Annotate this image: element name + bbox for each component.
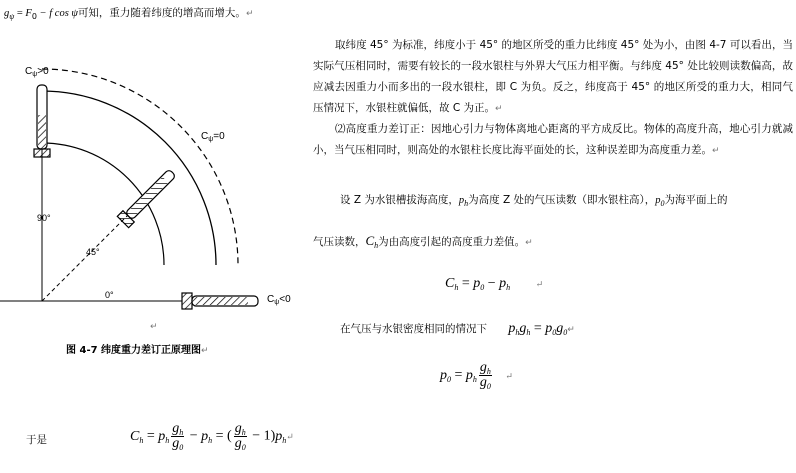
formula-equals: =: [14, 8, 26, 19]
symbol-p0: $p_0$: [655, 195, 665, 208]
paragraph-mark-icon: ↵: [567, 325, 575, 335]
paragraph-latitude-text: 取纬度 45° 为标准，纬度小于 45° 的地区所受的重力比纬度 45° 处为小，由图 4-7 可以看出，当实际气压相同时，需要有较长的一段水银柱与外界大气压力相平衡。与纬度 45° 处比较则读数偏高，故应减去因重力小而多出的一段水银柱，即 C 为负。反之，纬度高于 45° 的地区所受的重力大，相同气压情况下，水银柱就偏低，故 C 为正。: [313, 39, 793, 114]
definition-p0-cont: 气压读数，: [313, 236, 366, 248]
tube-right: [182, 293, 258, 309]
condition-line: [340, 318, 575, 341]
paragraph-definitions: [340, 190, 728, 211]
paragraph-definitions-cont: [313, 230, 533, 254]
paragraph-mark-icon: ↵: [201, 346, 209, 356]
top-formula-line: [4, 3, 253, 25]
equation-ch: $C_h = p_0 - p_h$ ↵: [445, 276, 544, 292]
definition-ch: 为由高度引起的高度重力差值。: [378, 236, 526, 248]
equation-density: $p_hg_h = p_0g_0$: [508, 321, 568, 337]
thus-text: 于是: [26, 434, 47, 446]
label-c-right: $C_\psi<0$: [267, 294, 291, 306]
tube-middle: [117, 167, 178, 228]
dashed-arc: [42, 69, 238, 265]
paragraph-mark-icon: ↵: [245, 9, 254, 19]
paragraph-mark-icon: ↵: [150, 322, 158, 332]
symbol-ch: $C_h$: [365, 233, 379, 250]
label-0: 0°: [105, 290, 114, 300]
paragraph-mark-icon: ↵: [535, 279, 544, 289]
label-90: 90°: [37, 213, 51, 223]
paragraph-altitude: [313, 119, 793, 162]
label-45: 45°: [86, 247, 100, 257]
figure-caption: [66, 341, 209, 356]
definition-pk: 为高度 Z 处的气压读数（即水银柱高），: [468, 194, 656, 206]
paragraph-mark-icon: ↵: [286, 431, 294, 442]
paragraph-mark-icon: ↵: [525, 238, 533, 248]
definition-p0: 为海平面上的: [664, 194, 728, 206]
formula-g: g: [4, 8, 10, 19]
condition-text: 在气压与水银密度相同的情况下: [340, 323, 487, 335]
equation-p0: $p_0 = p_h$ $\frac{g_h}{g_0}$ ↵: [440, 360, 513, 391]
paragraph-altitude-text: ⑵高度重力差订正：因地心引力与物体离地心距离的平方成反比。物体的高度升高，地心引力就减小，当气压相同时，则高处的水银柱长度比海平面处的长，这种误差即为高度重力差。: [313, 123, 793, 156]
label-c-top: $C_\psi>0$: [25, 66, 49, 78]
definition-z: 设 Z 为水银槽拔海高度，: [340, 194, 459, 206]
outer-arc: [42, 91, 216, 265]
figure-caption-text: 图 4-7 纬度重力差订正原理图: [66, 345, 202, 356]
symbol-pk: $p_h$: [458, 195, 469, 208]
tube-top: [34, 85, 50, 157]
formula-g-sub: ψ: [9, 12, 15, 21]
thus-label: [26, 430, 47, 451]
paragraph-mark-icon: ↵: [495, 104, 503, 114]
paragraph-latitude: [313, 35, 793, 120]
formula-F-sub: 0: [31, 12, 37, 21]
label-c-middle: $C_\psi=0$: [201, 131, 225, 143]
formula-rest: − f cos ψ: [36, 8, 78, 19]
latitude-gravity-figure: [0, 55, 310, 355]
equation-final: $C_h = p_h$ $\frac{g_h}{g_0}$ − $p_h$ = ( $\frac{g_h}{g_0}$ − $1)p_h↵$: [130, 421, 294, 452]
top-sentence: 可知，重力随着纬度的增高而增大。: [77, 7, 246, 19]
paragraph-mark-icon: ↵: [505, 370, 513, 381]
paragraph-mark-icon: ↵: [712, 146, 720, 156]
formula-F: F: [25, 8, 32, 19]
